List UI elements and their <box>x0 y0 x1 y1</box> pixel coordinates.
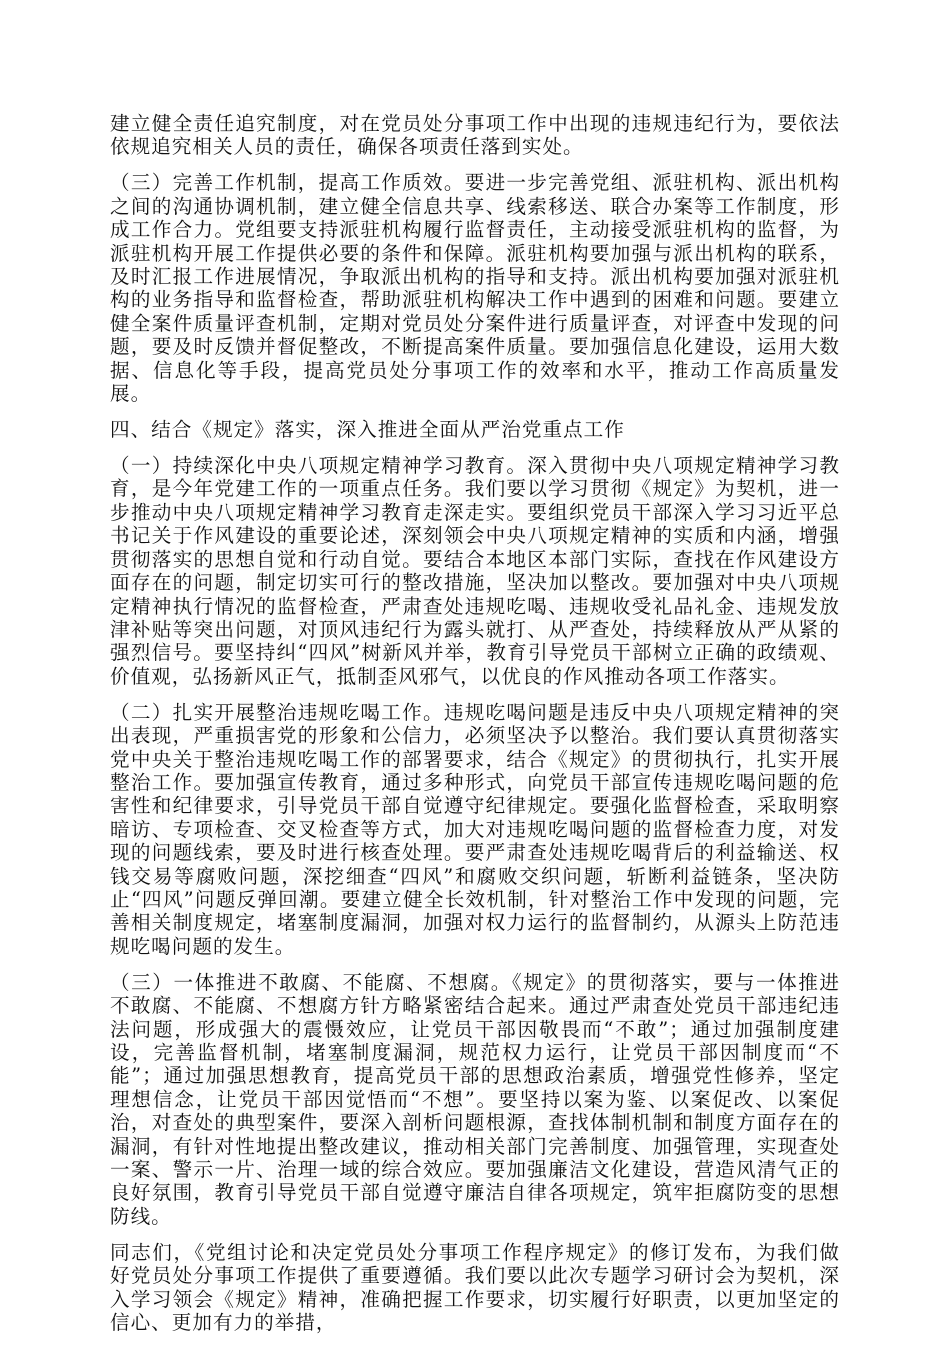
paragraph-eight-regulations-study: （一）持续深化中央八项规定精神学习教育。深入贯彻中央八项规定精神学习教育，是今年党建工作的一项重点任务。我们要以学习贯彻《规定》为契机，进一步推动中央八项规定精神学习教育走深走实。要组织党员干部深入学习习近平总书记关于作风建设的重要论述，深刻领会中央八项规定精神的实质和内涵，增强贯彻落实的思想自觉和行动自觉。要结合本地区本部门实际，查找在作风建设方面存在的问题，制定切实可行的整改措施，坚决加以整改。要加强对中央八项规定精神执行情况的监督检查，严肃查处违规吃喝、违规收受礼品礼金、违规发放津补贴等突出问题，对顶风违纪行为露头就打、从严查处，持续释放从严从紧的强烈信号。要坚持纠“四风”树新风并举，教育引导党员干部树立正确的政绩观、价值观，弘扬新风正气，抵制歪风邪气，以优良的作风推动各项工作落实。 <box>110 454 840 688</box>
paragraph-closing: 同志们，《党组讨论和决定党员处分事项工作程序规定》的修订发布，为我们做好党员处分事项工作提供了重要遵循。我们要以此次专题学习研讨会为契机，深入学习领会《规定》精神，准确把握工作要求，切实履行好职责，以更加坚定的信心、更加有力的举措， <box>110 1240 840 1335</box>
paragraph-work-mechanism: （三）完善工作机制，提高工作质效。要进一步完善党组、派驻机构、派出机构之间的沟通协调机制，建立健全信息共享、线索移送、联合办案等工作制度，形成工作合力。党组要支持派驻机构履行监督责任，主动接受派驻机构的监督，为派驻机构开展工作提供必要的条件和保障。派驻机构要加强与派出机构的联系，及时汇报工作进展情况，争取派出机构的指导和支持。派出机构要加强对派驻机构的业务指导和监督检查，帮助派驻机构解决工作中遇到的困难和问题。要建立健全案件质量评查机制，定期对党员处分案件进行质量评查，对评查中发现的问题，要及时反馈并督促整改，不断提高案件质量。要加强信息化建设，运用大数据、信息化等手段，提高党员处分事项工作的效率和水平，推动工作高质量发展。 <box>110 171 840 406</box>
document-page <box>110 112 840 1347</box>
section-heading-four: 四、结合《规定》落实，深入推进全面从严治党重点工作 <box>110 418 625 442</box>
paragraph-anti-corruption: （三）一体推进不敢腐、不能腐、不想腐。《规定》的贯彻落实，要与一体推进不敢腐、不能腐、不想腐方针方略紧密结合起来。通过严肃查处党员干部违纪违法问题，形成强大的震慑效应，让党员干部因敬畏而“不敢”；通过加强制度建设，完善监督机制，堵塞制度漏洞，规范权力运行，让党员干部因制度而“不能”；通过加强思想教育，提高党员干部的思想政治素质，增强党性修养，坚定理想信念，让党员干部因觉悟而“不想”。要坚持以案为鉴、以案促改、以案促治，对查处的典型案件，要深入剖析问题根源，查找体制机制和制度方面存在的漏洞，有针对性地提出整改建议，推动相关部门完善制度、加强管理，实现查处一案、警示一片、治理一域的综合效应。要加强廉洁文化建设，营造风清气正的良好氛围，教育引导党员干部自觉遵守廉洁自律各项规定，筑牢拒腐防变的思想防线。 <box>110 970 840 1228</box>
paragraph-accountability: 建立健全责任追究制度，对在党员处分事项工作中出现的违规违纪行为，要依法依规追究相关人员的责任，确保各项责任落到实处。 <box>110 112 840 159</box>
paragraph-rectify-dining: （二）扎实开展整治违规吃喝工作。违规吃喝问题是违反中央八项规定精神的突出表现，严重损害党的形象和公信力，必须坚决予以整治。我们要认真贯彻落实党中央关于整治违规吃喝工作的部署要求，结合《规定》的贯彻执行，扎实开展整治工作。要加强宣传教育，通过多种形式，向党员干部宣传违规吃喝问题的危害性和纪律要求，引导党员干部自觉遵守纪律规定。要强化监督检查，采取明察暗访、专项检查、交叉检查等方式，加大对违规吃喝问题的监督检查力度，对发现的问题线索，要及时进行核查处理。要严肃查处违规吃喝背后的利益输送、权钱交易等腐败问题，深挖细查“四风”和腐败交织问题，斩断利益链条，坚决防止“四风”问题反弹回潮。要建立健全长效机制，针对整治工作中发现的问题，完善相关制度规定，堵塞制度漏洞，加强对权力运行的监督制约，从源头上防范违规吃喝问题的发生。 <box>110 700 840 958</box>
